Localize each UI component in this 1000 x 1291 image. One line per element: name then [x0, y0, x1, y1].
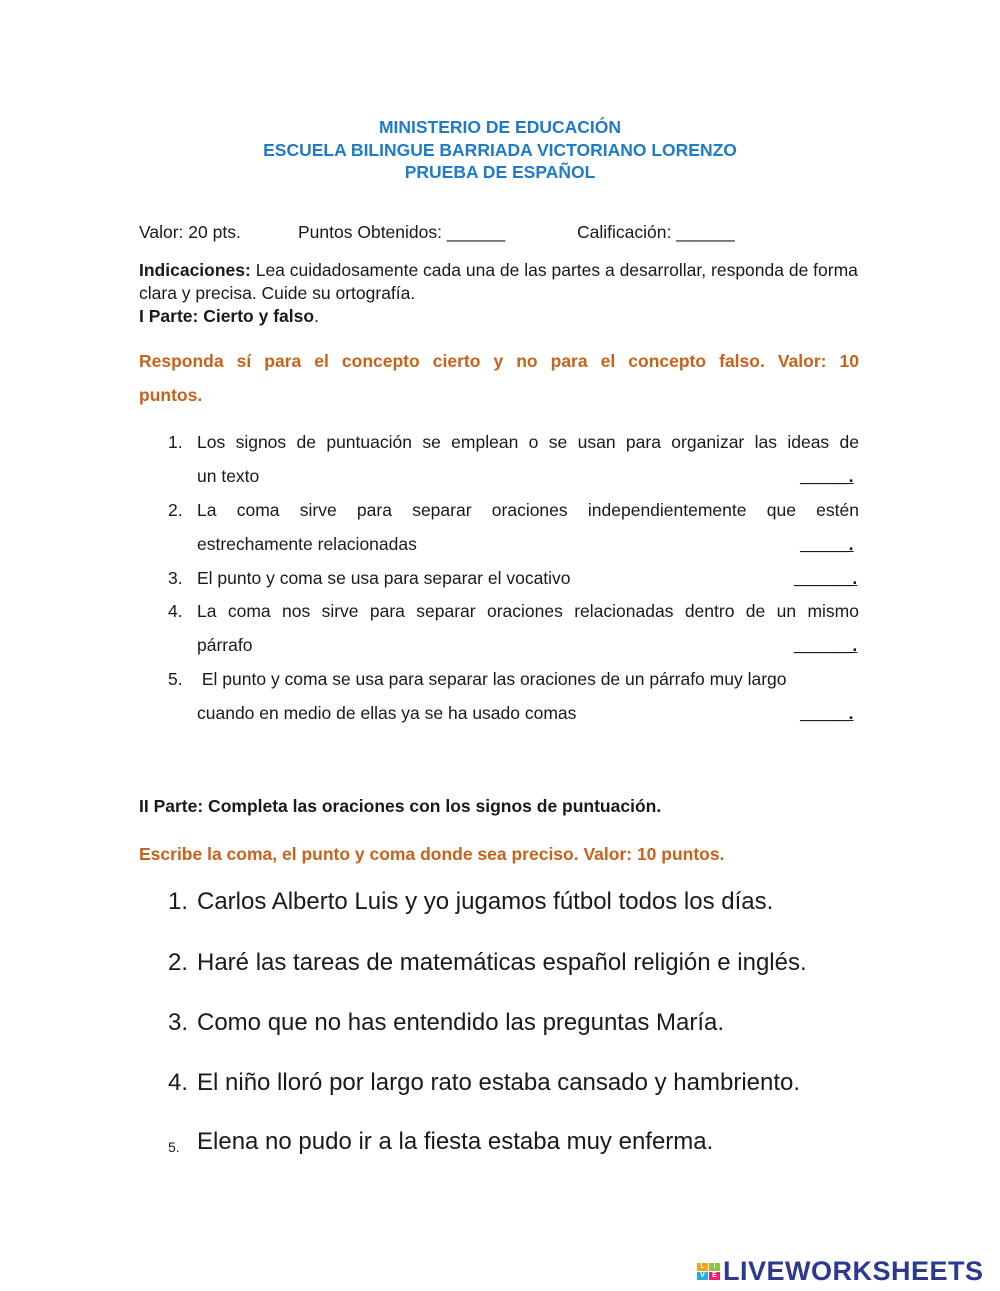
item-text-cont: párrafo [197, 635, 253, 655]
item-number: 4. [168, 601, 183, 621]
sentence-text[interactable]: Haré las tareas de matemáticas español religión e inglés. [197, 949, 807, 976]
answer-blank[interactable]: ______. [794, 635, 858, 655]
item-text-cont: un texto [197, 466, 260, 486]
item-text: El punto y coma se usa para separar el vocativo [197, 568, 571, 588]
sentence-number: 2. [168, 949, 189, 976]
sentence-number: 3. [168, 1009, 189, 1036]
part1-directive-line2: puntos. [139, 385, 203, 405]
instructions [139, 259, 859, 305]
sentence-text[interactable]: Carlos Alberto Luis y yo jugamos fútbol todos los días. [197, 888, 774, 915]
part2-title: II Parte: Completa las oraciones con los signos de puntuación. [139, 796, 662, 816]
item-text: La coma nos sirve para separar oraciones relacionadas dentro de un mismo [197, 601, 859, 621]
item-number: 1. [168, 432, 183, 452]
item-text: La coma sirve para separar oraciones independientemente que estén [197, 500, 859, 520]
part1-title-dot: . [314, 306, 319, 326]
item-number: 3. [168, 568, 183, 588]
sentence-number: 4. [168, 1069, 189, 1096]
item-text: El punto y coma se usa para separar las oraciones de un párrafo muy largo [197, 669, 787, 689]
answer-blank[interactable]: _____. [800, 534, 854, 554]
item-number: 2. [168, 500, 183, 520]
school-title: ESCUELA BILINGUE BARRIADA VICTORIANO LORENZO [263, 140, 737, 160]
item-text-cont: cuando en medio de ellas ya se ha usado comas [197, 703, 577, 723]
part2-directive: Escribe la coma, el punto y coma donde sea preciso. Valor: 10 puntos. [139, 844, 725, 864]
liveworksheets-mark-icon [697, 1263, 720, 1280]
part1-directive-line1: Responda sí para el concepto cierto y no para el concepto falso. Valor: 10 [139, 351, 859, 371]
item-number: 5. [168, 669, 183, 689]
answer-blank[interactable]: _____. [800, 703, 854, 723]
logo-letter: L [697, 1263, 708, 1271]
logo-letter: E [709, 1272, 720, 1280]
part1-title: I Parte: Cierto y falso [139, 306, 315, 326]
item-text-cont: estrechamente relacionadas [197, 534, 417, 554]
answer-blank[interactable]: ______. [794, 568, 858, 588]
calificacion: Calificación: ______ [577, 222, 735, 242]
logo-letter: V [697, 1272, 708, 1280]
logo-wordmark: LIVEWORKSHEETS [723, 1255, 984, 1286]
instructions-label: Indicaciones: [139, 260, 251, 280]
liveworksheets-logo [697, 1256, 984, 1286]
ministry-title: MINISTERIO DE EDUCACIÓN [378, 117, 622, 137]
instructions-text: Lea cuidadosamente cada una de las partes a desarrollar, responda de forma clara y precisa. Cuide su ortografía. [139, 260, 858, 303]
logo-letter: I [709, 1263, 720, 1271]
puntos-obtenidos: Puntos Obtenidos: ______ [298, 222, 506, 242]
sentence-text[interactable]: El niño lloró por largo rato estaba cansado y hambriento. [197, 1069, 801, 1096]
sentence-text[interactable]: Como que no has entendido las preguntas María. [197, 1009, 725, 1036]
sentence-number: 5. [168, 1139, 180, 1155]
item-text: Los signos de puntuación se emplean o se usan para organizar las ideas de [197, 432, 859, 452]
sentence-text[interactable]: Elena no pudo ir a la fiesta estaba muy enferma. [197, 1128, 714, 1155]
valor-label: Valor: 20 pts. [139, 222, 241, 242]
part1-heading [139, 305, 859, 328]
answer-blank[interactable]: _____. [800, 466, 854, 486]
exam-title: PRUEBA DE ESPAÑOL [404, 162, 596, 182]
sentence-number: 1. [168, 888, 189, 915]
